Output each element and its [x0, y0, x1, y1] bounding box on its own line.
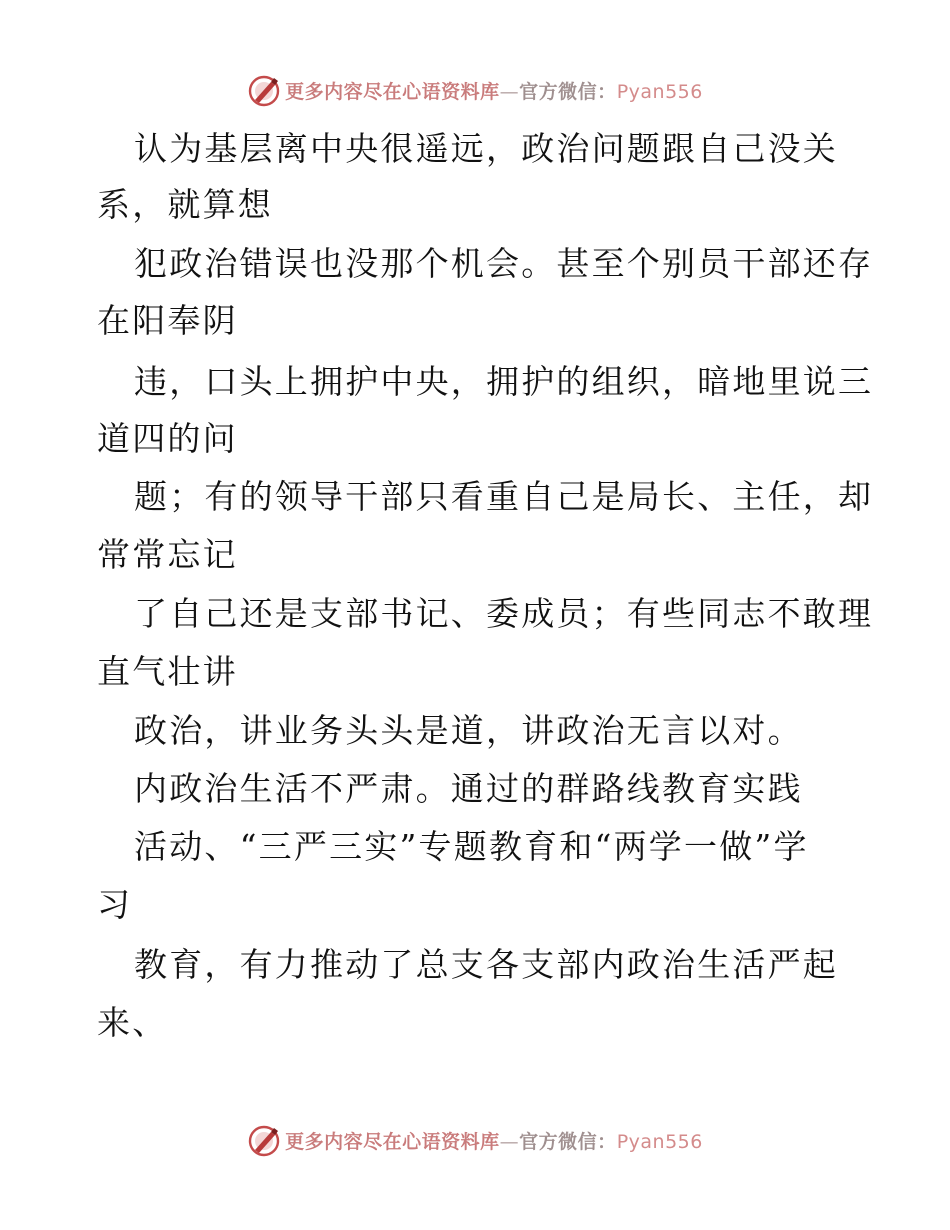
text-line: 认为基层离中央很遥远，政治问题跟自己没关	[134, 129, 838, 168]
header-text	[285, 77, 703, 104]
text-line: 活动、“三严三实”专题教育和“两学一做”学	[134, 827, 809, 866]
text-line: 来、	[97, 1003, 168, 1042]
text-line: 教育，有力推动了总支各支部内政治生活严起	[134, 945, 838, 984]
text-line: 在阳奉阴	[97, 301, 238, 340]
footer-separator: —	[499, 1130, 520, 1153]
footer-banner	[0, 1120, 950, 1160]
text-line: 违，口头上拥护中央，拥护的组织，暗地里说三	[134, 362, 874, 401]
header-banner	[0, 70, 950, 110]
text-line: 犯政治错误也没那个机会。甚至个别员干部还存	[134, 244, 874, 283]
text-line: 题；有的领导干部只看重自己是局长、主任，却	[134, 477, 874, 516]
header-wechat-id: Pyan556	[616, 80, 703, 103]
pen-logo-icon	[247, 73, 281, 107]
text-line: 直气壮讲	[97, 652, 238, 691]
text-line: 道四的问	[97, 419, 238, 458]
footer-text	[285, 1127, 703, 1154]
footer-wechat-id: Pyan556	[616, 1130, 703, 1153]
header-label: 官方微信：	[519, 80, 617, 103]
text-line: 习	[97, 885, 133, 924]
footer-label: 官方微信：	[519, 1130, 617, 1153]
text-line: 内政治生活不严肃。通过的群路线教育实践	[134, 769, 803, 808]
text-line: 了自己还是支部书记、委成员；有些同志不敢理	[134, 594, 874, 633]
header-separator: —	[499, 80, 520, 103]
footer-brand: 更多内容尽在心语资料库	[285, 1130, 500, 1153]
text-line: 系，就算想	[97, 185, 273, 224]
text-line: 常常忘记	[97, 535, 238, 574]
header-brand: 更多内容尽在心语资料库	[285, 80, 500, 103]
pen-logo-icon	[247, 1123, 281, 1157]
text-line: 政治，讲业务头头是道，讲政治无言以对。	[134, 711, 803, 750]
